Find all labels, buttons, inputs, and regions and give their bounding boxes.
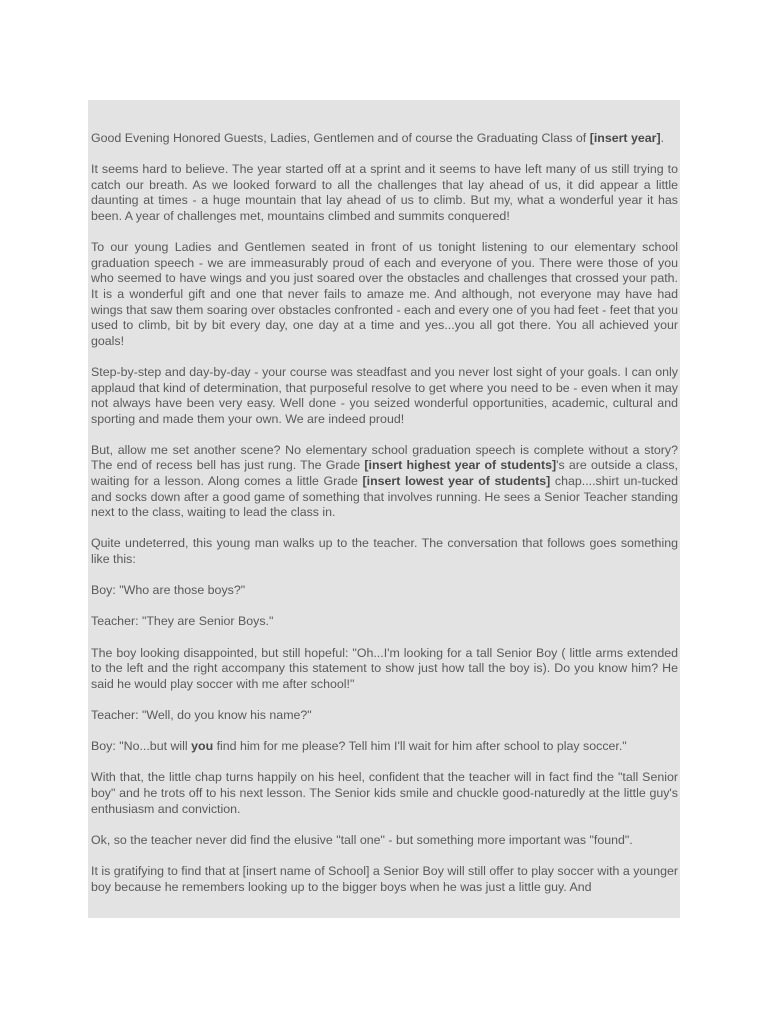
paragraph: Step-by-step and day-by-day - your course was steadfast and you never lost sight of your goals. I can only applaud that kind of determination, that purposeful resolve to get where you need to be - even when it may not always have been very easy. Well done - you seized wonderful opportunities, academic, cultural and sporting and made them your own. We are indeed proud! bbox=[91, 364, 678, 426]
paragraph: Teacher: "Well, do you know his name?" bbox=[91, 707, 312, 722]
paragraph: To our young Ladies and Gentlemen seated in front of us tonight listening to our elementary school graduation speech - we are immeasurably proud of each and everyone of you. There were those of you who seemed to have wings and you just soared over the obstacles and challenges that crossed your path. It is a wonderful gift and one that never fails to amaze me. And although, not everyone may have had wings that saw them soaring over obstacles confronted - each and every one of you had feet - feet that you used to climb, bit by bit every day, one day at a time and yes...you all got there. You all achieved your goals! bbox=[91, 240, 678, 348]
paragraph: Good Evening Honored Guests, Ladies, Gentlemen and of course the Graduating Class of [insert year]. bbox=[91, 131, 665, 145]
document-page bbox=[88, 100, 680, 918]
paragraph: Boy: "No...but will you find him for me please? Tell him I'll wait for him after school to play soccer." bbox=[91, 739, 627, 754]
paragraph: Quite undeterred, this young man walks up to the teacher. The conversation that follows goes something like this: bbox=[91, 536, 678, 567]
paragraph: Boy: "Who are those boys?" bbox=[91, 583, 246, 598]
paragraph: Teacher: "They are Senior Boys." bbox=[91, 614, 274, 629]
paragraph: It is gratifying to find that at [insert name of School] a Senior Boy will still offer to play soccer with a younger boy because he remembers looking up to the bigger boys when he was just a little guy. And bbox=[91, 863, 678, 894]
speech-body bbox=[91, 131, 678, 911]
paragraph: With that, the little chap turns happily on his heel, confident that the teacher will in fact find the "tall Senior boy" and he trots off to his next lesson. The Senior kids smile and chuckle good-naturedly at the little guy's enthusiasm and conviction. bbox=[91, 770, 678, 816]
paragraph: The boy looking disappointed, but still hopeful: "Oh...I'm looking for a tall Senior Boy ( little arms extended to the left and the right accompany this statement to show just how tall the boy is). Do you know him? He said he would play soccer with me after school!" bbox=[91, 645, 678, 691]
paragraph: But, allow me set another scene? No elementary school graduation speech is complete without a story? The end of recess bell has just rung. The Grade [insert highest year of students]'s are outside a class, waiting for a lesson. Along comes a little Grade [insert lowest year of students] chap....shirt un-tucked and socks down after a good game of something that involves running. He sees a Senior Teacher standing next to the class, waiting to lead the class in. bbox=[91, 442, 678, 520]
paragraph: Ok, so the teacher never did find the elusive "tall one" - but something more important was "found". bbox=[91, 832, 633, 847]
paragraph: It seems hard to believe. The year started off at a sprint and it seems to have left many of us still trying to catch our breath. As we looked forward to all the challenges that lay ahead of us, it did appear a little daunting at times - a huge mountain that lay ahead of us to climb. But my, what a wonderful year it has been. A year of challenges met, mountains climbed and summits conquered! bbox=[91, 162, 678, 223]
